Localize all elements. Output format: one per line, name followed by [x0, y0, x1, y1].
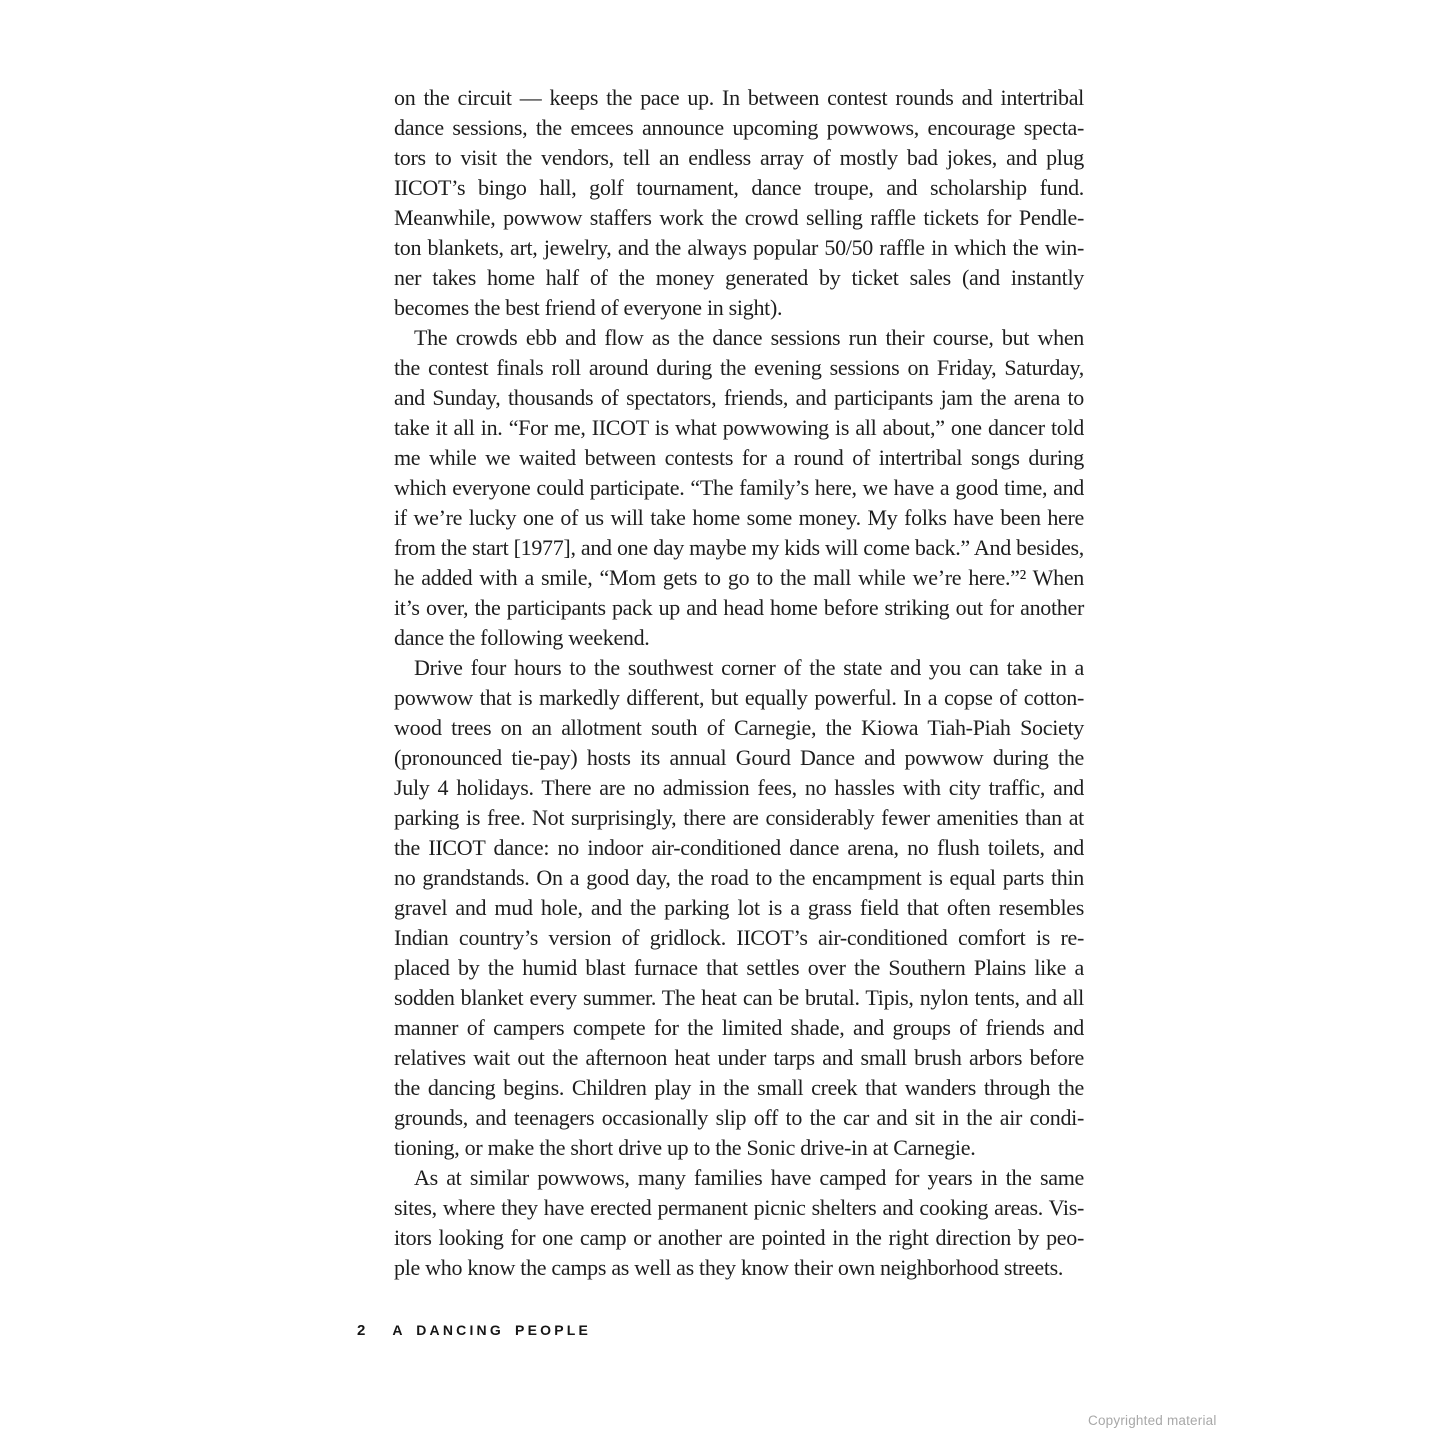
- text-line: The crowds ebb and flow as the dance sessions run their course, but when: [414, 325, 1084, 350]
- text-line: As at similar powwows, many families have camped for years in the same: [414, 1165, 1084, 1190]
- page-number: 2: [357, 1322, 367, 1339]
- text-line: tioning, or make the short drive up to the Sonic drive-in at Carnegie.: [394, 1135, 976, 1160]
- paragraph: [394, 1163, 1084, 1283]
- text-line: powwow that is markedly different, but equally powerful. In a copse of cotton-: [394, 685, 1084, 710]
- paragraph: [394, 653, 1084, 1163]
- text-line: Meanwhile, powwow staffers work the crowd selling raffle tickets for Pendle-: [394, 205, 1084, 230]
- text-line: placed by the humid blast furnace that settles over the Southern Plains like a: [394, 955, 1084, 980]
- text-line: and Sunday, thousands of spectators, friends, and participants jam the arena to: [394, 385, 1084, 410]
- text-line: IICOT’s bingo hall, golf tournament, dance troupe, and scholarship fund.: [394, 175, 1084, 200]
- text-line: no grandstands. On a good day, the road to the encampment is equal parts thin: [394, 865, 1084, 890]
- text-line: gravel and mud hole, and the parking lot is a grass field that often resembles: [394, 895, 1084, 920]
- text-line: ple who know the camps as well as they know their own neighborhood streets.: [394, 1255, 1064, 1280]
- text-line: the IICOT dance: no indoor air-conditioned dance arena, no flush toilets, and: [394, 835, 1084, 860]
- text-line: tors to visit the vendors, tell an endless array of mostly bad jokes, and plug: [394, 145, 1084, 170]
- text-line: sodden blanket every summer. The heat can be brutal. Tipis, nylon tents, and all: [394, 985, 1084, 1010]
- text-line: take it all in. “For me, IICOT is what powwowing is all about,” one dancer told: [394, 415, 1084, 440]
- text-line: sites, where they have erected permanent picnic shelters and cooking areas. Vis-: [394, 1195, 1084, 1220]
- text-line: grounds, and teenagers occasionally slip off to the car and sit in the air condi-: [394, 1105, 1084, 1130]
- text-line: (pronounced tie-pay) hosts its annual Gourd Dance and powwow during the: [394, 745, 1084, 770]
- text-line: which everyone could participate. “The family’s here, we have a good time, and: [394, 475, 1084, 500]
- running-title: A DANCING PEOPLE: [392, 1322, 592, 1338]
- text-line: ner takes home half of the money generated by ticket sales (and instantly: [394, 265, 1084, 290]
- paragraph: [394, 83, 1084, 323]
- text-line: from the start [1977], and one day maybe my kids will come back.” And besides,: [394, 535, 1084, 560]
- text-line: me while we waited between contests for a round of intertribal songs during: [394, 445, 1084, 470]
- text-line: the contest finals roll around during the evening sessions on Friday, Saturday,: [394, 355, 1084, 380]
- copyright-watermark: Copyrighted material: [1088, 1413, 1217, 1428]
- page-footer: [357, 1322, 591, 1340]
- text-line: Indian country’s version of gridlock. IICOT’s air-conditioned comfort is re-: [394, 925, 1084, 950]
- paragraph: [394, 323, 1084, 653]
- text-line: he added with a smile, “Mom gets to go to the mall while we’re here.”² When: [394, 565, 1084, 590]
- text-line: July 4 holidays. There are no admission fees, no hassles with city traffic, and: [394, 775, 1084, 800]
- text-line: Drive four hours to the southwest corner of the state and you can take in a: [414, 655, 1084, 680]
- text-line: if we’re lucky one of us will take home some money. My folks have been here: [394, 505, 1084, 530]
- text-line: itors looking for one camp or another are pointed in the right direction by peo-: [394, 1225, 1084, 1250]
- text-line: on the circuit — keeps the pace up. In between contest rounds and intertribal: [394, 85, 1084, 110]
- text-line: it’s over, the participants pack up and head home before striking out for another: [394, 595, 1084, 620]
- text-line: parking is free. Not surprisingly, there are considerably fewer amenities than at: [394, 805, 1084, 830]
- text-line: becomes the best friend of everyone in sight).: [394, 295, 783, 320]
- text-line: manner of campers compete for the limited shade, and groups of friends and: [394, 1015, 1084, 1040]
- text-line: the dancing begins. Children play in the small creek that wanders through the: [394, 1075, 1084, 1100]
- text-line: dance sessions, the emcees announce upcoming powwows, encourage specta-: [394, 115, 1084, 140]
- text-line: relatives wait out the afternoon heat under tarps and small brush arbors before: [394, 1045, 1084, 1070]
- text-line: ton blankets, art, jewelry, and the always popular 50/50 raffle in which the win-: [394, 235, 1084, 260]
- page-text: [394, 83, 1084, 1283]
- text-line: dance the following weekend.: [394, 625, 650, 650]
- text-line: wood trees on an allotment south of Carnegie, the Kiowa Tiah-Piah Society: [394, 715, 1084, 740]
